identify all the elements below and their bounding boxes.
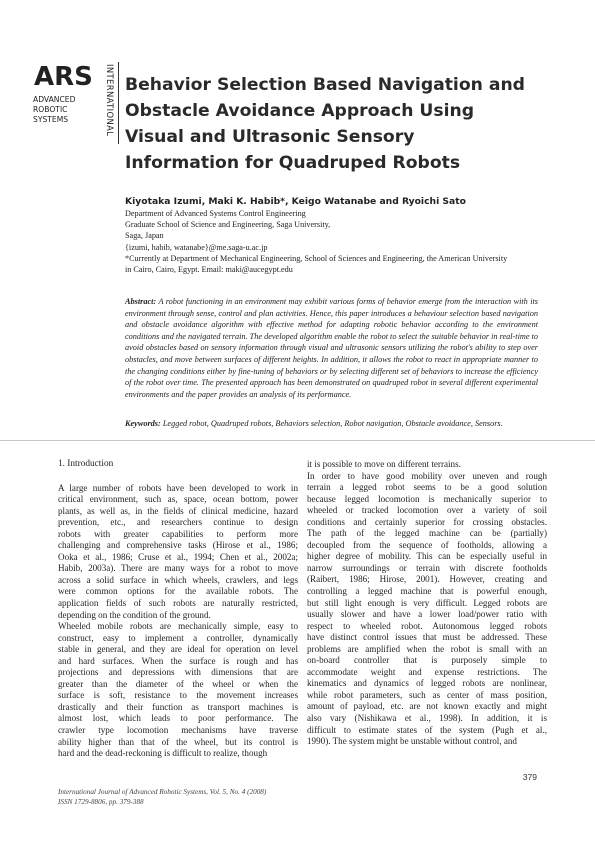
left-column (58, 459, 298, 760)
right-column (307, 459, 547, 748)
affiliation-line: {izumi, habib, watanabe}@me.saga-u.ac.jp (125, 242, 268, 252)
text-line: higher degree of mobility. This can be especially useful in (307, 551, 547, 562)
text-line: but still light enough is very difficult. Legged robots are (307, 597, 547, 608)
text-line: have distinct control issues that must be addressed. These (307, 632, 547, 643)
text-line: construct, easy to implement a controller, dynamically (58, 632, 298, 643)
text-line: also vary (Nishikawa et al., 1998). In addition, it is (307, 713, 547, 724)
text-line: narrow surroundings or terrain with discrete footholds (307, 562, 547, 573)
text-line: challenging and comprehensive tasks (Hirose et al., 1986; (58, 540, 298, 551)
affiliation-line: Graduate School of Science and Engineering, Saga University, (125, 220, 331, 230)
text-line: surface is soft, resistance to the movement increases (58, 690, 298, 701)
text-line: The path of the legged machine can be (partially) (307, 528, 547, 539)
text-line: depending on the condition of the ground. (58, 609, 211, 620)
keywords-label: Keywords: (125, 419, 161, 428)
text-line: A large number of robots have been developed to work in (58, 482, 298, 493)
text-line: it is possible to move on different terrains. (307, 459, 461, 469)
text-line: conditions and certainly superior for crossing obstacles. (307, 516, 547, 527)
text-line: decoupled from the sequence of footholds, allowing a (307, 539, 547, 550)
text-line: In order to have good mobility over uneven and rough (307, 470, 547, 481)
section-divider (0, 440, 595, 441)
text-line: Ooka et al., 1986; Cruse et al., 1994; Chen et al., 2002a; (58, 551, 298, 562)
text-line: difficult to estimate states of the system (Pugh et al., (307, 724, 547, 735)
logo-vertical-text (103, 64, 115, 144)
affiliation-line: *Currently at Department of Mechanical Engineering, School of Sciences and Engineering, the American University (125, 253, 508, 263)
left-column-body (58, 483, 298, 760)
logo-letters: ARS (34, 62, 93, 92)
text-line: usually slower and have a lower load/power ratio with (307, 609, 547, 620)
logo-line: SYSTEMS (33, 115, 69, 124)
text-line: accommodate weight and expense restrictions. The (307, 666, 547, 677)
keywords-text: Legged robot, Quadruped robots, Behaviors selection, Robot navigation, Obstacle avoidance, Sensors. (162, 419, 503, 428)
text-line: 1990). The system might be unstable without control, and (307, 736, 517, 747)
text-line: amount of payload, etc. are not known exactly and might (307, 701, 547, 712)
footer-line: ISSN 1729-8806, pp. 379-388 (58, 797, 144, 806)
right-column-body (307, 459, 547, 748)
text-line: drastically and their function as transport machines is (58, 701, 298, 712)
affiliation-line: in Cairo, Cairo, Egypt. Email: maki@aucegypt.edu (125, 265, 293, 275)
title-line: Behavior Selection Based Navigation and (125, 75, 525, 95)
text-line: plants, as well as, in the fields of clinical medicine, hazard (58, 505, 298, 516)
logo-line: ROBOTIC (33, 105, 68, 114)
section-heading: 1. Introduction (58, 459, 114, 469)
text-line: were common options for the available robots. The (58, 586, 298, 597)
affiliation-line: Saga, Japan (125, 231, 164, 241)
text-line: critical environment, such as, space, ocean bottom, power (58, 494, 298, 505)
text-line: projections and depressions with dimensions that are (58, 667, 298, 678)
text-line: terrain a legged robot seems to be a good solution (307, 482, 547, 493)
abstract-text: A robot functioning in an environment may exhibit various forms of behavior emerge from the interaction with its environment through sense, control and plan activities. Hence, this paper introduces a behaviour selection based navigation and obstacle avoidance algorithm with effective method for adapting robotic behavior according to the environment conditions and the navigated terrain. The developed algorithm enable the robot to select the suitable behavior in real-time to avoid obstacles based on sensory information through visual and ultrasonic sensors utilizing the robot's ability to step over obstacles, and move between surfaces of different heights. In addition, it allows the robot to react in appropriate manner to the changing conditions either by fine-tuning of behaviors or by selecting different set of behaviors to increase the efficiency of the robot over time. The presented approach has been demonstrated on quadruped robot in several different experimental environments and the paper provides an analysis of its performance. (125, 297, 538, 399)
logo-subtitle (33, 95, 103, 125)
logo-vertical-label: INTERNATIONAL (105, 64, 115, 137)
text-line: (Raibert, 1986; Hirose, 2001). However, creating and (307, 574, 547, 585)
text-line: crawler type locomotion mechanisms have traverse (58, 725, 298, 736)
text-line: hard and the dead-reckoning is difficult to realize, though (58, 748, 268, 759)
text-line: robots with greater capabilities to perform more (58, 528, 298, 539)
text-line: kinematics and dynamics of legged robots are nonlinear, (307, 678, 547, 689)
authors: Kiyotaka Izumi, Maki K. Habib*, Keigo Watanabe and Ryoichi Sato (125, 196, 466, 207)
text-line: Wheeled mobile robots are mechanically simple, easy to (58, 621, 298, 632)
abstract-label: Abstract: (125, 297, 157, 306)
title-line: Visual and Ultrasonic Sensory (125, 127, 415, 147)
text-line: stable in general, and they are ideal for operation on level (58, 644, 298, 655)
text-line: and hard surfaces. When the surface is rough and has (58, 655, 298, 666)
affiliation-line: Department of Advanced Systems Control Engineering (125, 209, 306, 218)
text-line: Habib, 2003a). There are many ways for a robot to move (58, 563, 298, 574)
text-line: on-board controller that is purposely simple to (307, 655, 547, 666)
journal-logo (30, 62, 122, 140)
abstract (125, 296, 538, 400)
text-line: because legged locomotion is mechanically superior to (307, 493, 547, 504)
affiliation (125, 208, 545, 275)
page-number: 379 (522, 772, 537, 782)
title-line: Information for Quadruped Robots (125, 153, 461, 173)
text-line: greater than the diameter of the wheel or when the (58, 678, 298, 689)
footer-line: International Journal of Advanced Robotic Systems, Vol. 5, No. 4 (2008) (58, 788, 267, 796)
journal-footer (58, 788, 266, 807)
text-line: prevention, etc., and researchers continue to design (58, 517, 298, 528)
keywords (125, 419, 555, 428)
text-line: while robot parameters, such as center of mass position, (307, 689, 547, 700)
text-line: across a solid surface in which wheels, crawlers, and legs (58, 574, 298, 585)
logo-divider (118, 62, 119, 144)
paper-title (125, 72, 545, 176)
logo-line: ADVANCED (33, 95, 76, 104)
text-line: problems are amplified when the robot is small with an (307, 643, 547, 654)
text-line: controlling a legged machine that is powerful enough, (307, 586, 547, 597)
text-line: wheeled or tracked locomotion over a variety of soil (307, 505, 547, 516)
text-line: almost lost, which leads to poor performance. The (58, 713, 298, 724)
title-line: Obstacle Avoidance Approach Using (125, 101, 475, 121)
text-line: ability higher than that of the wheel, but its control is (58, 736, 298, 747)
text-line: application fields of such robots are naturally restricted, (58, 598, 298, 609)
text-line: respect to wheeled robot. Autonomous legged robots (307, 620, 547, 631)
